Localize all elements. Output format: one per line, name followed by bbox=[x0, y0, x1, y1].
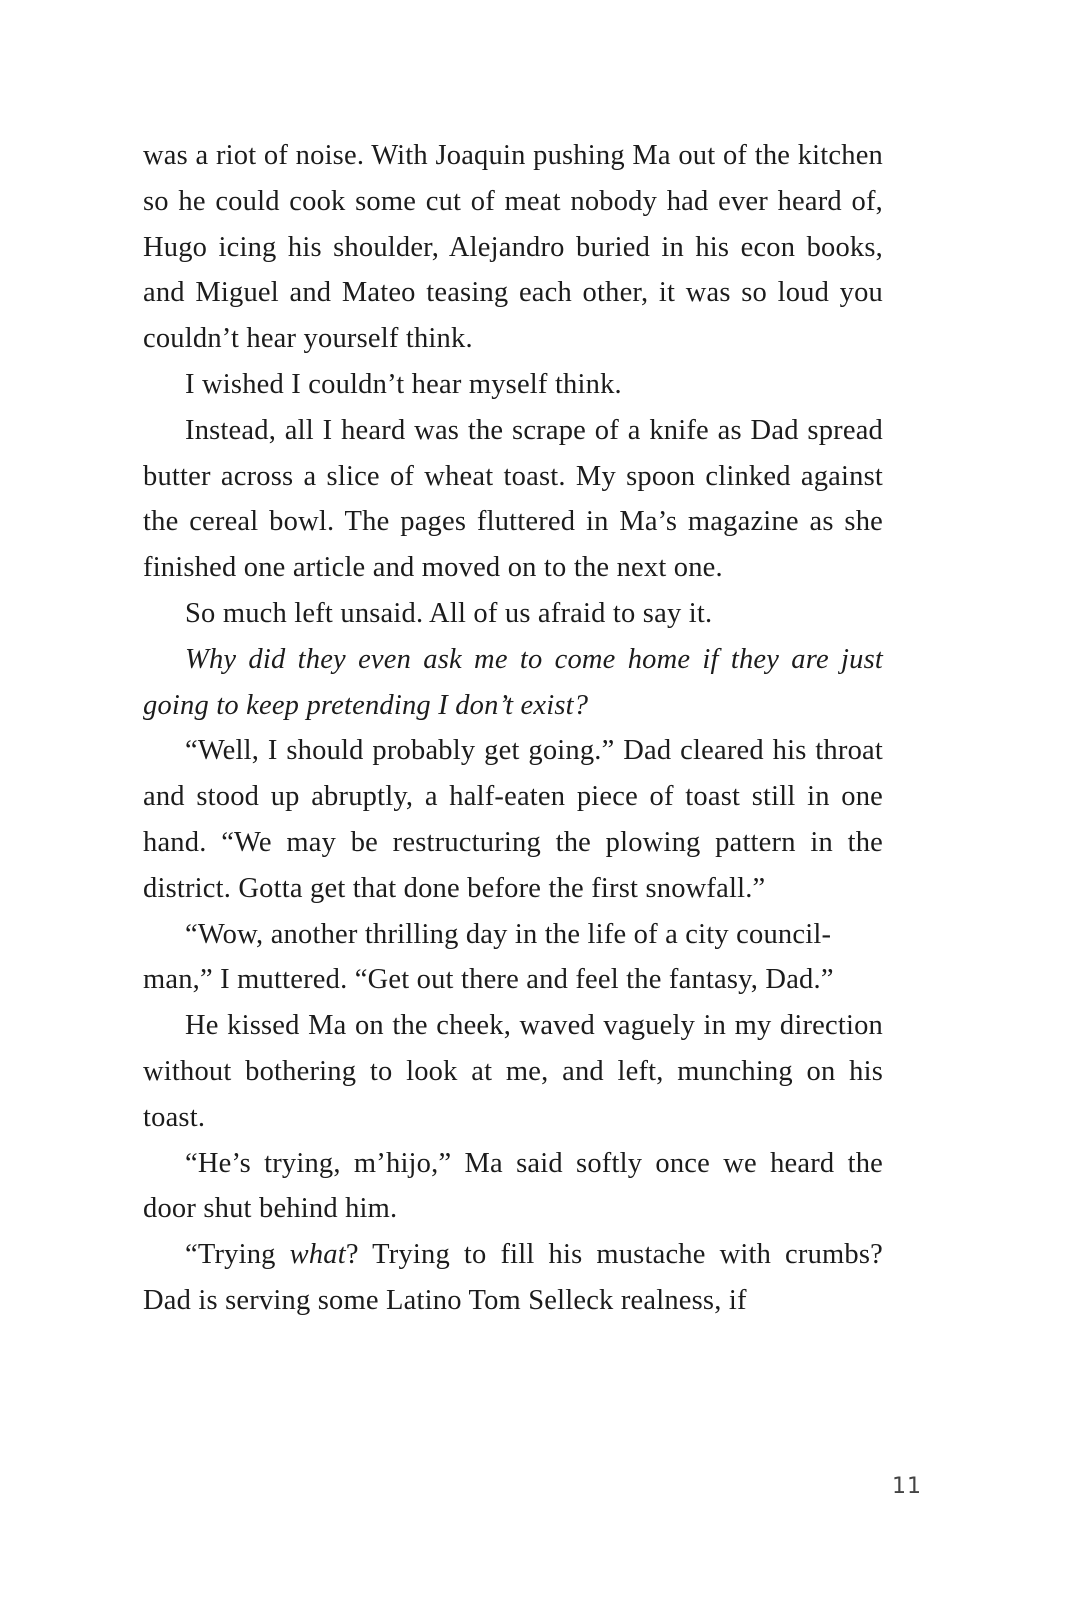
paragraph-7-line-1: “Wow, another thrilling day in the life of a city council- bbox=[185, 918, 832, 950]
paragraph-6: “Well, I should probably get going.” Dad cleared his throat and stood up abruptly, a half-eaten piece of toast still in one hand. “We may be restructuring the plowing pattern in the district. Gotta get that done before the first snowfall.” bbox=[143, 735, 883, 904]
paragraph-7 bbox=[143, 912, 883, 1004]
paragraph-7-line-2: man,” I muttered. “Get out there and feel the fantasy, Dad.” bbox=[143, 964, 834, 996]
paragraph-4: So much left unsaid. All of us afraid to say it. bbox=[185, 597, 713, 629]
paragraph-5-inner-thought: Why did they even ask me to come home if they are just going to keep pretending I don’t exist? bbox=[143, 643, 883, 721]
paragraph-3: Instead, all I heard was the scrape of a knife as Dad spread butter across a slice of wheat toast. My spoon clinked against the cereal bowl. The pages fluttered in Ma’s magazine as she finished one article and moved on to the next one. bbox=[143, 414, 883, 584]
page-number: 11 bbox=[892, 1474, 922, 1499]
paragraph-10 bbox=[143, 1232, 883, 1324]
paragraph-2: I wished I couldn’t hear myself think. bbox=[185, 368, 622, 400]
emphasis-what: what bbox=[289, 1239, 346, 1271]
paragraph-10-start: “Trying bbox=[185, 1239, 290, 1271]
paragraph-10-end: ? Trying to fill his mustache with crumbs? Dad is serving some Latino Tom Selleck realness, if bbox=[143, 1239, 883, 1316]
paragraph-1: was a riot of noise. With Joaquin pushing Ma out of the kitchen so he could cook some cut of meat nobody had ever heard of, Hugo icing his shoulder, Alejandro buried in his econ books, and Miguel and Mateo teasing each other, it was so loud you couldn’t hear yourself think. bbox=[143, 140, 883, 355]
paragraph-8: He kissed Ma on the cheek, waved vaguely in my direction without bothering to look at me, and left, munching on his toast. bbox=[143, 1010, 883, 1133]
body-text bbox=[143, 133, 883, 1324]
paragraph-9: “He’s trying, m’hijo,” Ma said softly once we heard the door shut behind him. bbox=[143, 1147, 883, 1225]
